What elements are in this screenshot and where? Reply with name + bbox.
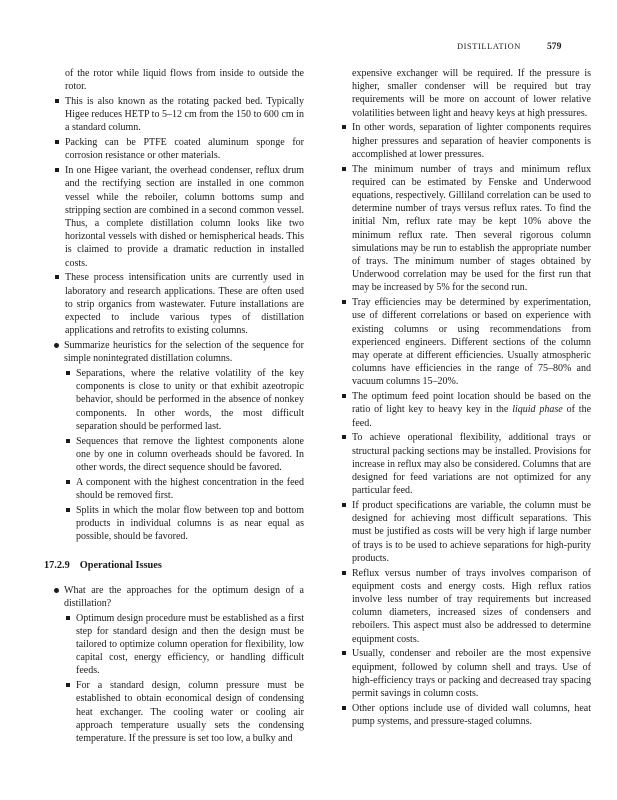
- list-item: Optimum design procedure must be established as a first step for standard design and then the design must be tailored to optimize column operation for flexibility, low capital cost, energy efficiency, or handling difficult feeds.: [64, 612, 304, 678]
- list-item: In other words, separation of lighter components requires higher pressures and separation of heavier components is accomplished at lower pressures.: [340, 121, 591, 161]
- square-bullet-icon: [342, 167, 346, 171]
- round-bullet-icon: [54, 343, 59, 348]
- design-approaches: [64, 612, 304, 746]
- question-item: Summarize heuristics for the selection of the sequence for simple nonintegrated distillation columns.: [53, 339, 304, 365]
- square-bullet-icon: [342, 571, 346, 575]
- continued-text: expensive exchanger will be required. If the pressure is higher, smaller condenser will be required but tray requirements will be more on account of lower relative volatilities between light and heavy keys at high pressures.: [352, 68, 591, 119]
- section-title: Operational Issues: [79, 560, 162, 572]
- page-header: [0, 42, 617, 58]
- round-bullet-icon: [54, 588, 59, 593]
- square-bullet-icon: [55, 168, 59, 172]
- square-bullet-icon: [55, 99, 59, 103]
- list-item: The optimum feed point location should be based on the ratio of light key to heavy key in the liquid phase of the feed.: [340, 390, 591, 430]
- square-bullet-icon: [342, 394, 346, 398]
- list-item: For a standard design, column pressure must be established to obtain economical design of condensing heat exchanger. The cooling water or cooling air approach temperature usually sets the condensing temperature. If the pressure is set too low, a bulky and: [64, 679, 304, 745]
- list-item: Splits in which the molar flow between top and bottom products in individual columns is as near equal as possible, should be favored.: [64, 504, 304, 544]
- right-column: [340, 67, 591, 730]
- running-head: DISTILLATION: [457, 42, 521, 51]
- square-bullet-icon: [342, 125, 346, 129]
- design-bullets: [340, 121, 591, 728]
- square-bullet-icon: [66, 683, 70, 687]
- square-bullet-icon: [342, 706, 346, 710]
- sequence-heuristics: [64, 367, 304, 543]
- list-item: These process intensification units are currently used in laboratory and research applications. These are often used to strip organics from wastewater. Future installations are expected to include various types of distillation applications and retrofits to existing columns.: [53, 271, 304, 337]
- list-item: Usually, condenser and reboiler are the most expensive equipment, followed by column shell and trays. Use of high-efficiency trays or packing and decreased tray spacing permit savings in column costs.: [340, 647, 591, 700]
- list-item: The minimum number of trays and minimum reflux required can be estimated by Fenske and Underwood equations, respectively. Gilliland correlation can be used to determine number of trays versus reflux rates. To find the initial Nm, reflux rate may be kept 10% above the minimum reflux rate. Then several rigorous column simulations may be run to establish the appropriate number of trays. The minimum number of stages obtained by Underwood correlation may be used for the first run that may be increased by 5% for the second run.: [340, 163, 591, 295]
- square-bullet-icon: [55, 275, 59, 279]
- emphasis-text: liquid phase: [512, 404, 563, 416]
- square-bullet-icon: [342, 300, 346, 304]
- list-item: If product specifications are variable, the column must be designed for achieving most difficult separations. This must be justified as costs will be very high if large number of trays is to be used to achieve separations for high-purity products.: [340, 499, 591, 565]
- square-bullet-icon: [66, 508, 70, 512]
- list-item: Sequences that remove the lightest components alone one by one in column overheads should be favored. In other words, the direct sequence should be favored.: [64, 435, 304, 475]
- continued-text: of the rotor while liquid flows from inside to outside the rotor.: [65, 68, 304, 93]
- section-number: 17.2.9: [44, 560, 70, 572]
- section-heading: [44, 559, 304, 572]
- question-item: What are the approaches for the optimum design of a distillation?: [53, 584, 304, 610]
- list-item: Other options include use of divided wall columns, heat pump systems, and pressure-staged columns.: [340, 702, 591, 728]
- square-bullet-icon: [66, 616, 70, 620]
- square-bullet-icon: [66, 439, 70, 443]
- higee-bullets: [53, 95, 304, 337]
- square-bullet-icon: [66, 371, 70, 375]
- square-bullet-icon: [342, 651, 346, 655]
- square-bullet-icon: [342, 503, 346, 507]
- square-bullet-icon: [55, 140, 59, 144]
- page-number: 579: [547, 41, 562, 52]
- list-item: Packing can be PTFE coated aluminum sponge for corrosion resistance or other materials.: [53, 136, 304, 162]
- list-item: Reflux versus number of trays involves comparison of equipment costs and energy costs. High reflux ratios involve less number of tray requirements but increased column diameters, increased sizes of condensers and reboilers. This aspect must also be addressed to determine equipment costs.: [340, 567, 591, 646]
- square-bullet-icon: [342, 435, 346, 439]
- list-item: This is also known as the rotating packed bed. Typically Higee reduces HETP to 5–12 cm from the 150 to 600 cm in a standard column.: [53, 95, 304, 135]
- left-column: [44, 67, 304, 747]
- square-bullet-icon: [66, 480, 70, 484]
- list-item: Separations, where the relative volatility of the key components is close to unity or that exhibit azeotropic behavior, should be performed in the absence of nonkey components. In other words, the most difficult separation should be performed last.: [64, 367, 304, 433]
- list-item: In one Higee variant, the overhead condenser, reflux drum and the rectifying section are installed in one common vessel while the reboiler, column bottoms sump and stripping section are combined in a second common vessel. Thus, a complete distillation column looks like two horizontal vessels with dished or hemispherical heads. This is claimed to provide a dramatic reduction in installed costs.: [53, 164, 304, 270]
- list-item: A component with the highest concentration in the feed should be removed first.: [64, 476, 304, 502]
- list-item: To achieve operational flexibility, additional trays or structural packing sections may be installed. Provisions for increase in reflux may also be considered. Columns that are designed for feed variations are not optimized for any particular feed.: [340, 431, 591, 497]
- list-item: Tray efficiencies may be determined by experimentation, use of different correlations or based on experience with existing columns or using recommendations from experienced engineers. Different sections of the column may operate at different efficiencies. Usually atmospheric columns have efficiencies in the range of 75–80% and vacuum columns 15–20%.: [340, 296, 591, 388]
